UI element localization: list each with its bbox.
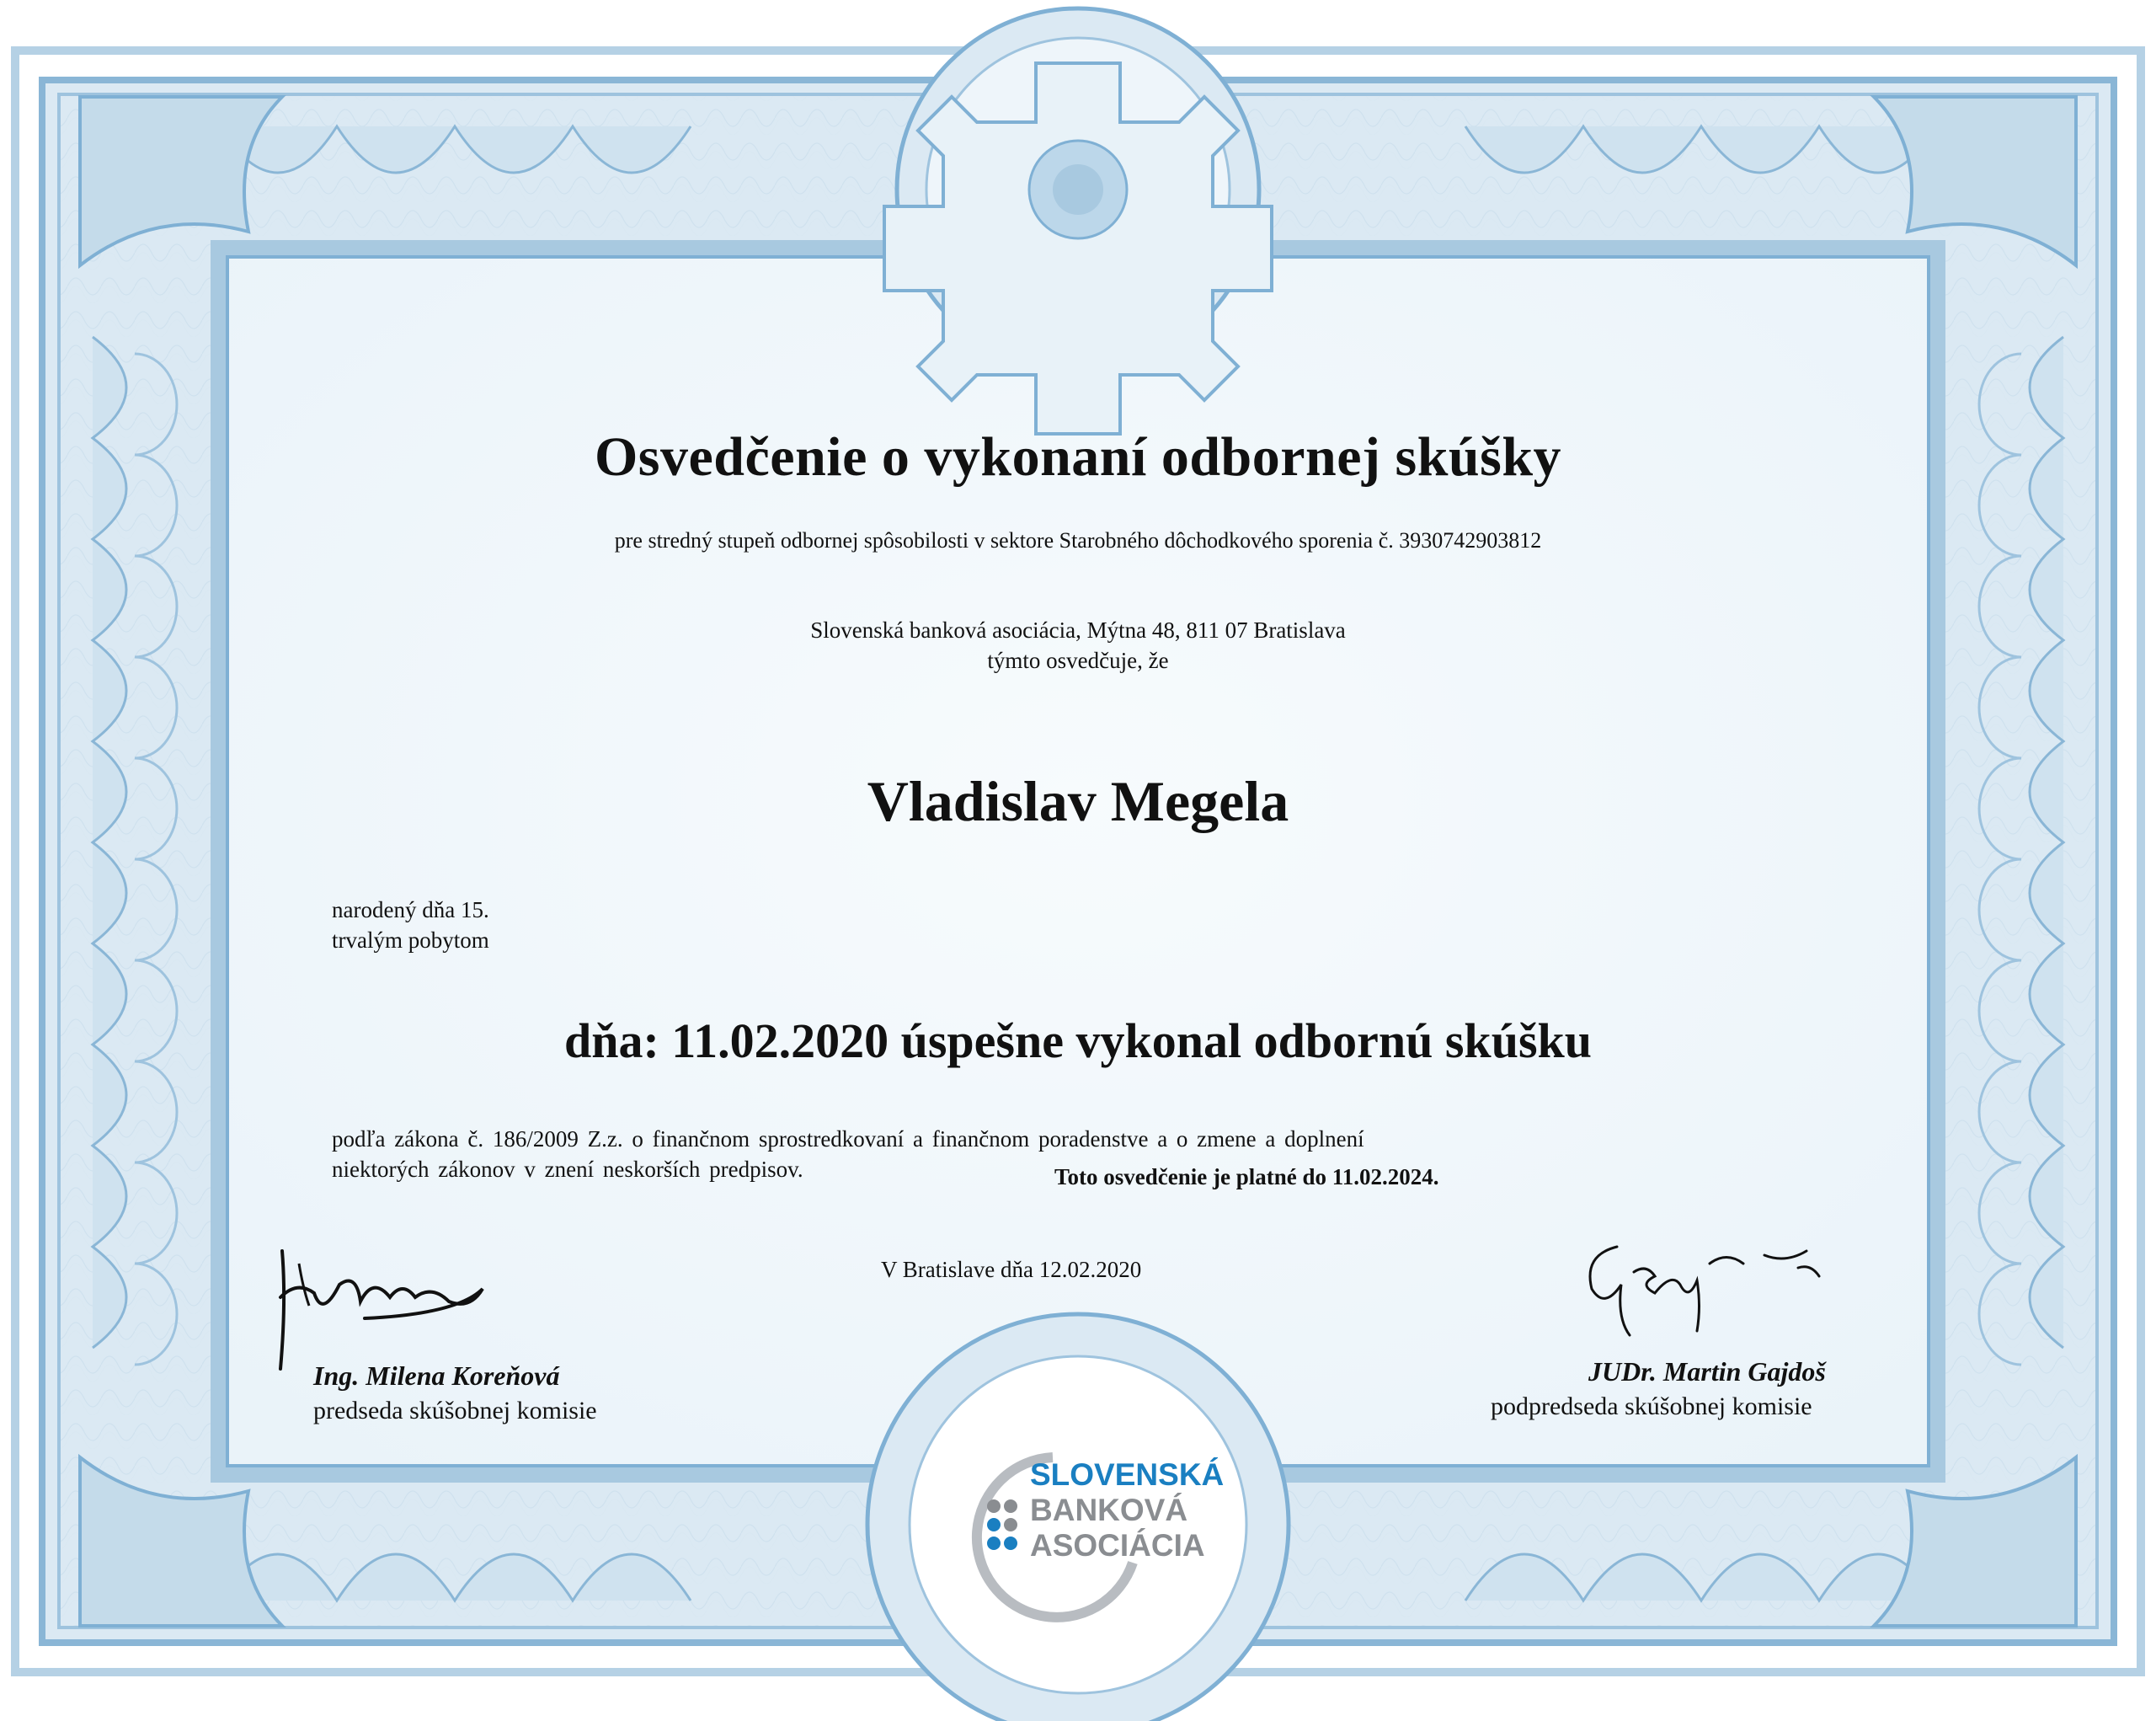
validity-note: Toto osvedčenie je platné do 11.02.2024.	[1054, 1164, 1439, 1189]
passed-statement: dňa: 11.02.2020 úspešne vykonal odbornú skúšku	[563, 1013, 1593, 1068]
residence-label: trvalým pobytom	[332, 927, 489, 953]
issuer-block	[0, 615, 2156, 676]
born-label: narodený dňa 15.	[332, 897, 489, 922]
signatory-right-role: podpredseda skúšobnej komisie	[1491, 1392, 1812, 1420]
certificate-subtitle: pre stredný stupeň odbornej spôsobilosti v sektore Starobného dôchodkového sporenia č. 3930742903812	[614, 528, 1542, 553]
logo-line3: ASOCIÁCIA	[1030, 1528, 1205, 1563]
signature-right	[1583, 1238, 1836, 1356]
signature-left	[274, 1247, 510, 1373]
law-line1: podľa zákona č. 186/2009 Z.z. o finančnom sprostredkovaní a finančnom poradenstve a o zmene a doplnení	[332, 1126, 1364, 1152]
signatory-right-name: JUDr. Martin Gajdoš	[1588, 1356, 1826, 1387]
certificate-title: Osvedčenie o vykonaní odbornej skúšky	[594, 426, 1562, 488]
issuer-line2: týmto osvedčuje, že	[987, 648, 1169, 673]
holder-name: Vladislav Megela	[867, 769, 1289, 833]
place-date: V Bratislave dňa 12.02.2020	[881, 1257, 1142, 1282]
signatory-left-role: predseda skúšobnej komisie	[313, 1397, 597, 1424]
logo-line2: BANKOVÁ	[1030, 1493, 1188, 1527]
issuer-line1: Slovenská banková asociácia, Mýtna 48, 811 07 Bratislava	[810, 617, 1346, 643]
logo-line1: SLOVENSKÁ	[1030, 1457, 1225, 1492]
holder-details	[332, 895, 489, 955]
signatory-left-name: Ing. Milena Koreňová	[313, 1360, 560, 1391]
law-line2: niektorých zákonov v znení neskorších predpisov.	[332, 1157, 803, 1182]
